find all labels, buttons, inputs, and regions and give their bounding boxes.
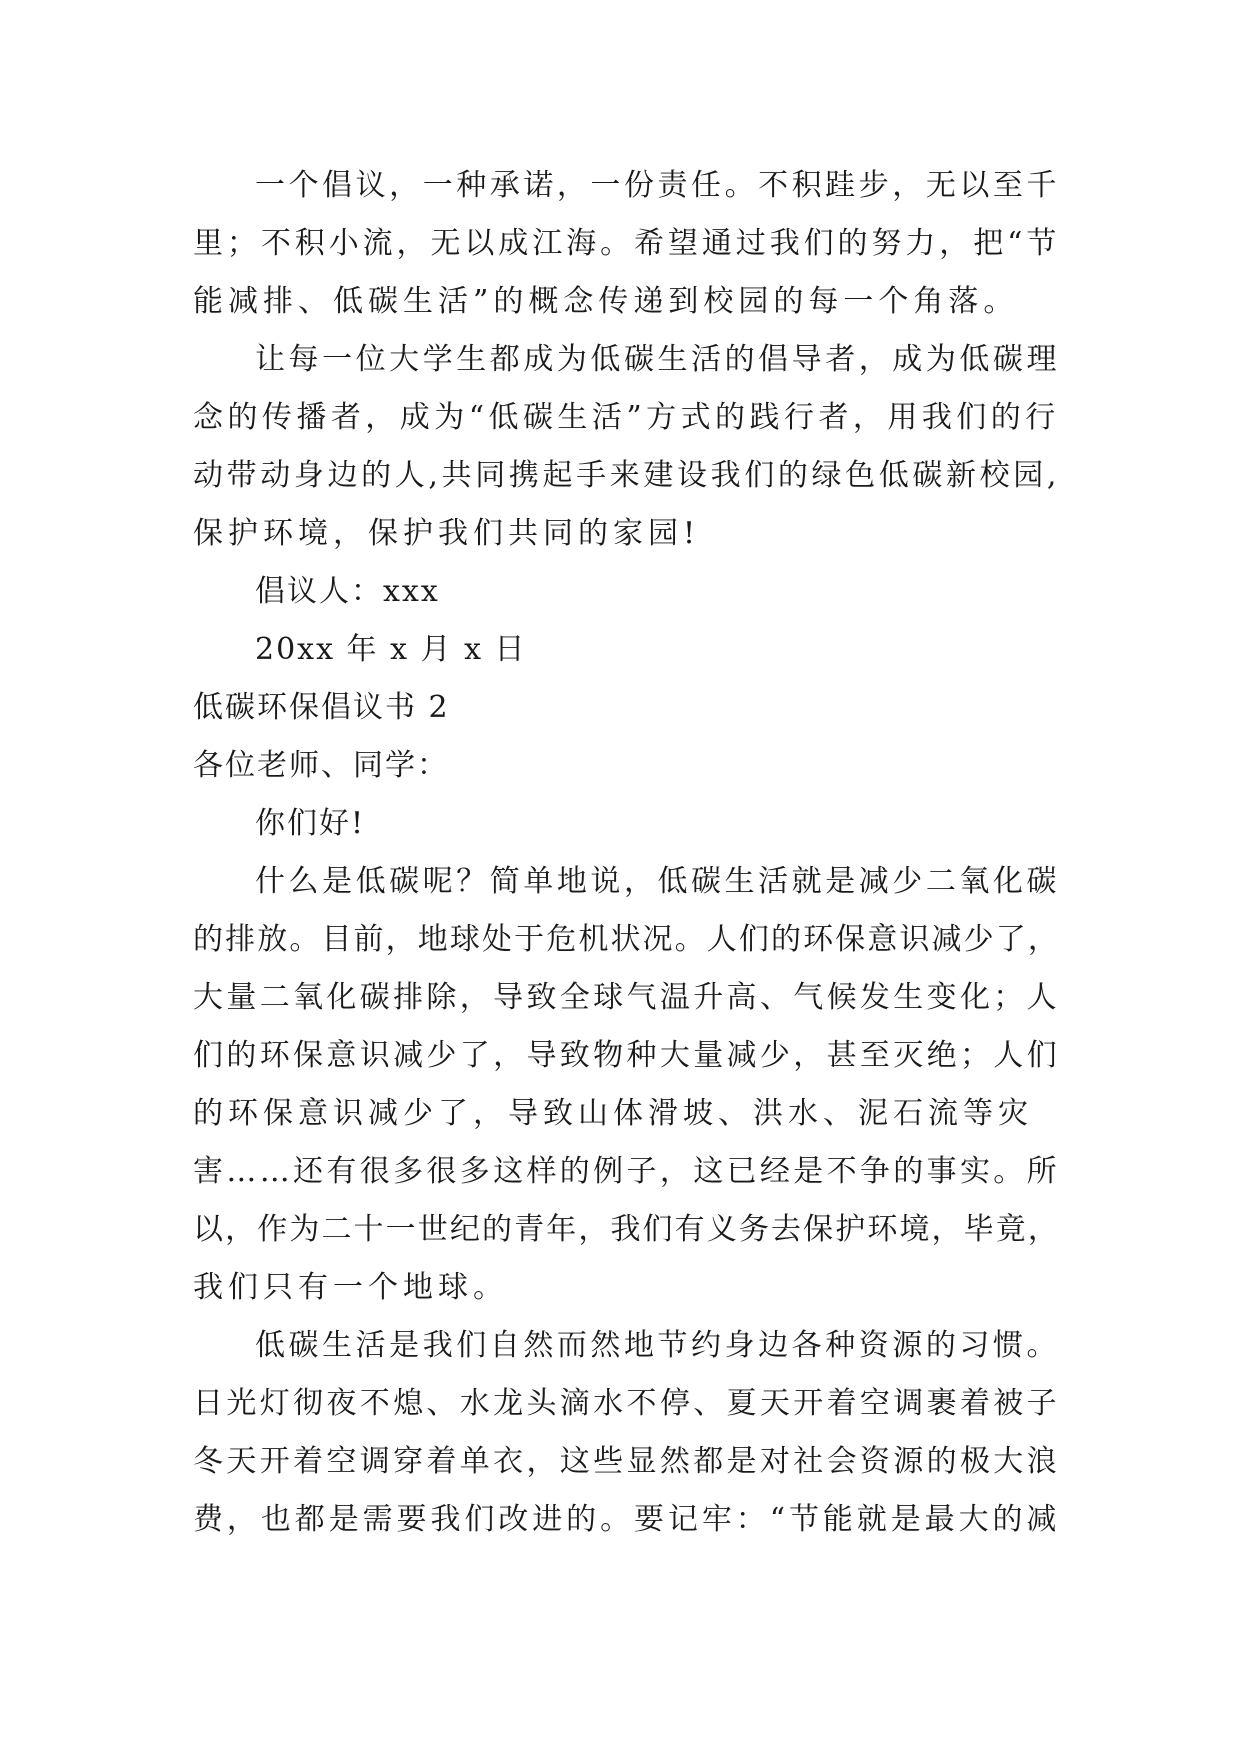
text-line: 动带动身边的人,共同携起手来建设我们的绿色低碳新校园, — [193, 458, 1061, 493]
text-line: 里；不积小流，无以成江海。希望通过我们的努力，把“节 — [193, 226, 1061, 261]
text-line: 能减排、低碳生活”的概念传递到校园的每一个角落。 — [193, 284, 1019, 319]
text-line: 我们只有一个地球。 — [193, 1270, 508, 1305]
text-line: 让每一位大学生都成为低碳生活的倡导者，成为低碳理 — [255, 342, 1060, 377]
text-line: 费，也都是需要我们改进的。要记牢：“节能就是最大的减 — [193, 1502, 1061, 1537]
text-line: 的环保意识减少了，导致山体滑坡、洪水、泥石流等灾 — [193, 1096, 1033, 1131]
text-line: 大量二氧化碳排除，导致全球气温升高、气候发生变化；人 — [193, 980, 1060, 1015]
text-line: 保护环境，保护我们共同的家园! — [193, 516, 701, 551]
text-line: 的排放。目前，地球处于危机状况。人们的环保意识减少了， — [193, 922, 1060, 957]
greeting: 你们好! — [255, 806, 366, 841]
date-line: 20xx 年 x 月 x 日 — [255, 632, 527, 667]
text-line: 们的环保意识减少了，导致物种大量减少，甚至灭绝；人们 — [193, 1038, 1060, 1073]
text-line: 什么是低碳呢？简单地说，低碳生活就是减少二氧化碳 — [255, 864, 1060, 899]
text-line: 低碳生活是我们自然而然地节约身边各种资源的习惯。 — [255, 1328, 1060, 1363]
signer-line: 倡议人：xxx — [255, 574, 440, 609]
text-line: 以，作为二十一世纪的青年，我们有义务去保护环境，毕竟， — [193, 1212, 1060, 1247]
text-line: 日光灯彻夜不熄、水龙头滴水不停、夏天开着空调裹着被子 — [193, 1386, 1060, 1421]
section-title: 低碳环保倡议书 2 — [193, 690, 450, 725]
text-line: 念的传播者，成为“低碳生活”方式的践行者，用我们的行 — [193, 400, 1060, 435]
salutation: 各位老师、同学： — [193, 748, 449, 783]
text-line: 冬天开着空调穿着单衣，这些显然都是对社会资源的极大浪 — [193, 1444, 1060, 1479]
text-line: 一个倡议，一种承诺，一份责任。不积跬步，无以至千 — [255, 168, 1060, 203]
text-line: 害……还有很多很多这样的例子，这已经是不争的事实。所 — [193, 1154, 1060, 1189]
